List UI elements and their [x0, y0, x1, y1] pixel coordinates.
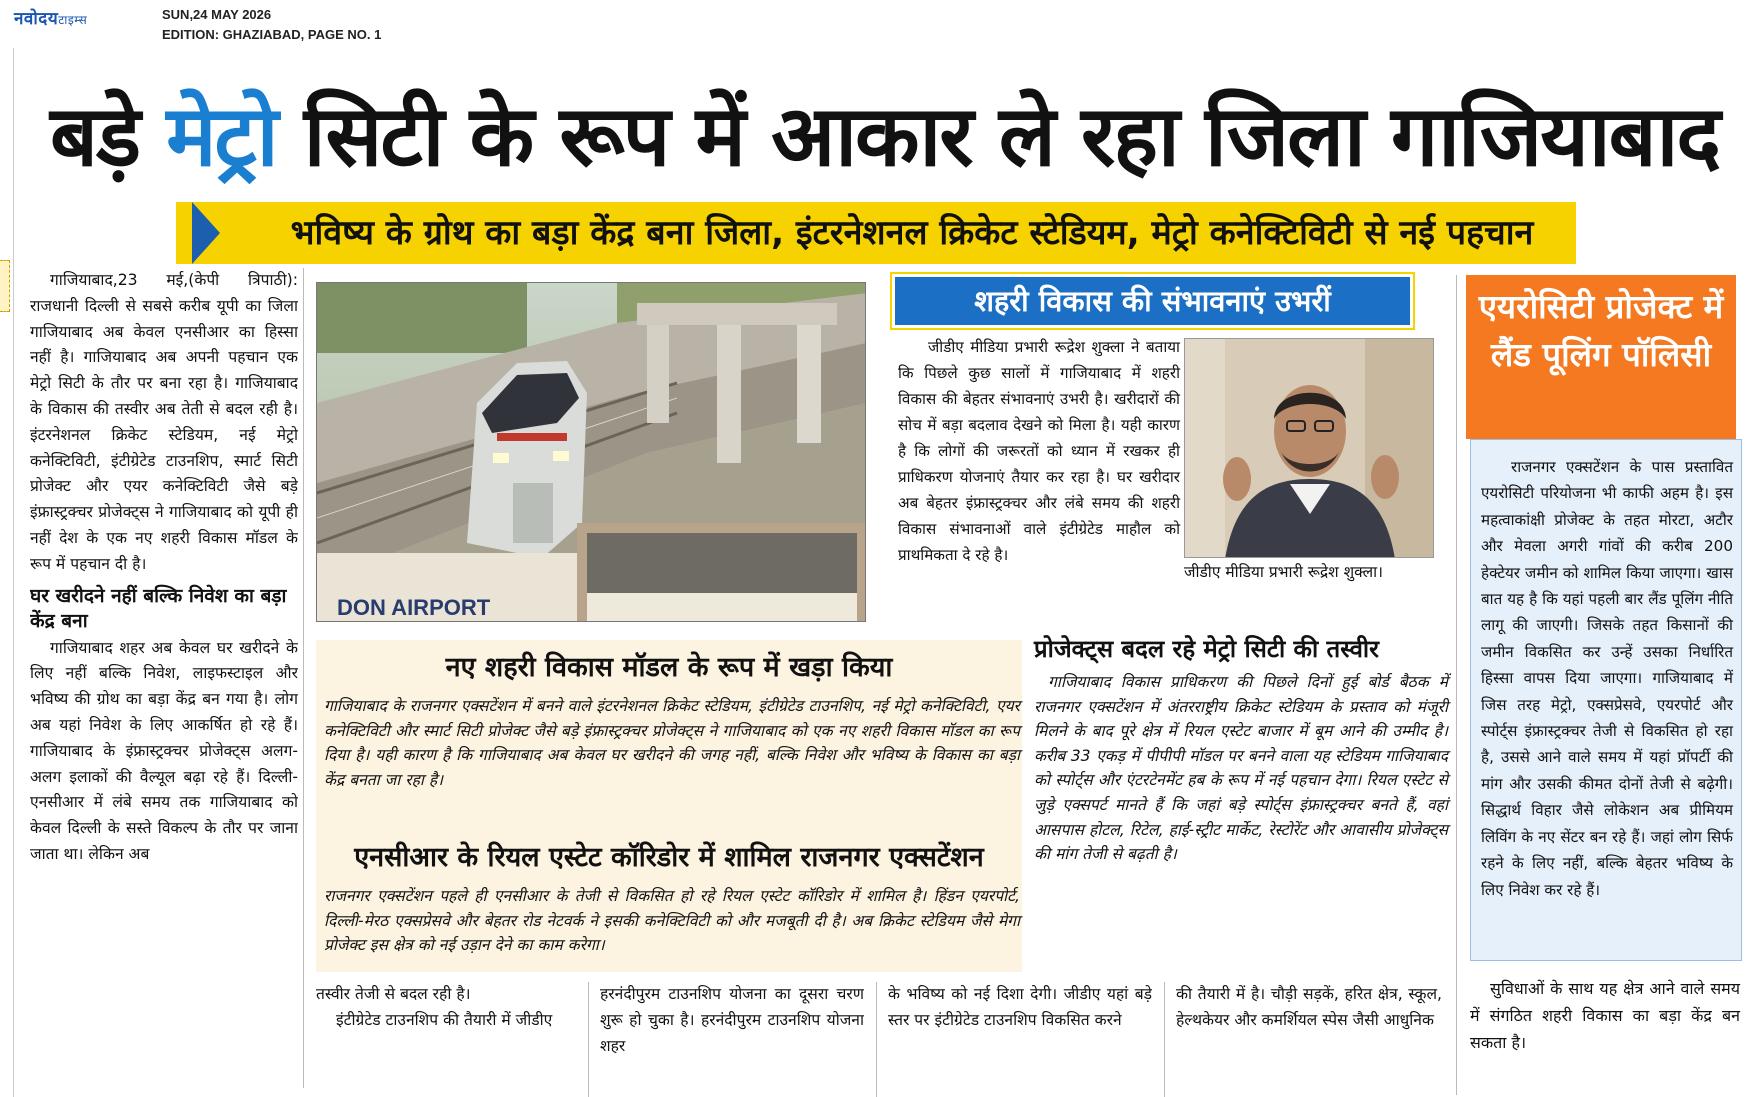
bottom-column-1-line: तस्वीर तेजी से बदल रही है।: [316, 985, 471, 1003]
portrait-illustration: [1185, 339, 1434, 558]
portrait-caption: जीडीए मीडिया प्रभारी रूद्रेश शुक्ला।: [1184, 563, 1383, 581]
bottom-column-4-text: की तैयारी में है। चौड़ी सड़कें, हरित क्षेत्र, स्कूल, हेल्थकेयर और कमर्शियल स्पेस जैसी आधुनिक: [1176, 985, 1442, 1029]
projects-heading: प्रोजेक्ट्स बदल रहे मेट्रो सिटी की तस्वीर: [1034, 635, 1379, 663]
logo-main-text: नवोदय: [14, 9, 59, 29]
issue-date: SUN,24 MAY 2026: [162, 7, 272, 22]
projects-text: [1034, 670, 1448, 867]
ncr-corridor-text: [324, 884, 1020, 958]
headline-part-2: सिटी के रूप में आकार ले रहा जिला गाजियाबाद: [276, 87, 1719, 185]
logo-sub-text: टाइम्स: [58, 13, 88, 27]
urban-model-text: [324, 694, 1020, 792]
bottom-column-2: [600, 982, 864, 1097]
masthead-strip: [0, 0, 1759, 48]
column-rule: [588, 982, 589, 1097]
urban-title-bar: [892, 274, 1413, 328]
column-rule: [1456, 275, 1457, 1095]
aerocity-tail-text: सुविधाओं के साथ यह क्षेत्र आने वाले समय में संगठित शहरी विकास का बड़ा केंद्र बन सकता है।: [1470, 979, 1740, 1052]
projects-column: [1034, 632, 1448, 982]
gutter-tab[interactable]: [0, 260, 10, 312]
bottom-column-2-text: हरनंदीपुरम टाउनशिप योजना का दूसरा चरण शुरू हो चुका है। हरनंदीपुरम टाउनशिप योजना शहर: [600, 985, 864, 1055]
urban-development-box: [886, 274, 1438, 616]
left-article-paragraph-2: गाजियाबाद शहर अब केवल घर खरीदने के लिए नहीं बल्कि निवेश, लाइफस्टाइल और भविष्य की ग्रोथ का बड़ा केंद्र बन गया है। लोग अब यहां निवेश के लिए आकर्षित हो रहे हैं। गाजियाबाद के इंफ्रास्ट्रक्चर प्रोजेक्ट्स अलग-अलग इलाकों की वैल्यूल बढ़ा रहे हैं। दिल्ली-एनसीआर में लंबे समय तक गाजियाबाद को केवल दिल्ली के सस्ते विकल्प के तौर पर जाना जाता था। लेकिन अब: [30, 638, 298, 863]
masthead-logo: [14, 6, 87, 29]
bottom-column-4: [1176, 982, 1442, 1097]
ncr-corridor-heading: एनसीआर के रियल एस्टेट कॉरिडोर में शामिल राजनगर एक्सटेंशन: [354, 842, 984, 873]
aerocity-title: एयरोसिटी प्रोजेक्ट में लैंड पूलिंग पॉलिसी: [1478, 287, 1724, 374]
projects-paragraph: गाजियाबाद विकास प्राधिकरण की पिछले दिनों हुई बोर्ड बैठक में राजनगर एक्सटेंशन में अंतरराष्ट्रीय क्रिकेट स्टेडियम के प्रस्ताव को मंजूरी मिलने के बाद पूरे क्षेत्र में रियल एस्टेट बाजार में बूम आने की उम्मीद है। करीब 33 एकड़ में पीपीपी मॉडल पर बनने वाला यह स्टेडियम गाजियाबाद को स्पोर्ट्स और एंटरटेनमेंट हब के रूप में नई पहचान देगा। रियल एस्टेट से जुड़े एक्सपर्ट मानते हैं कि जहां बड़े स्पोर्ट्स इंफ्रास्ट्रक्चर बनते हैं, वहां आसपास होटल, रिटेल, हाई-स्ट्रीट मार्केट, रेस्टोरेंट और आवासीय प्रोजेक्ट्स की मांग तेजी से बढ़ती है।: [1034, 673, 1448, 864]
aerocity-column: [1466, 275, 1746, 1052]
column-rule: [876, 982, 877, 1097]
aerocity-body-text: राजनगर एक्सटेंशन के पास प्रस्तावित एयरोसिटी परियोजना भी काफी अहम है। इस महत्वाकांक्षी प्रोजेक्ट के तहत मोरटा, अटौर और मेवला अगरी गांवों की करीब 200 हेक्टेयर जमीन को शामिल किया जाएगा। खास बात यह है कि यहां पहली बार लैंड पूलिंग नीति लागू की जाएगी। जिसके तहत किसानों की जमीन विकसित कर उन्हें उसका निर्धारित हिस्सा वापस दिया जाएगा। गाजियाबाद में जिस तरह मेट्रो, एक्सप्रेसवे, एयरपोर्ट और स्पोर्ट्स इंफ्रास्ट्रक्चर तेजी से विकसित हो रहा है, उससे आने वाले समय में यहां प्रॉपर्टी की मांग और उसकी कीमत दोनों तेजी से बढ़ेगी। सिद्धार्थ विहार जैसे लोकेशन अब प्रीमियम लिविंग के नए सेंटर बन रहे हैं। जहां लोग सिर्फ रहने के लिए नहीं, बल्कि बेहतर भविष्य के लिए निवेश कर रहे हैं।: [1481, 458, 1733, 899]
issue-edition: EDITION: GHAZIABAD, PAGE NO. 1: [162, 27, 382, 42]
headline-accent-word: मेट्रो: [166, 87, 277, 185]
metro-train-illustration: [317, 283, 866, 622]
aerocity-tail: [1470, 975, 1740, 1056]
aerocity-body-box: [1470, 439, 1742, 961]
bottom-column-1: [316, 982, 578, 1097]
left-article-column: [30, 268, 298, 1088]
subheadline-arrow: [192, 202, 220, 264]
left-article-paragraph-1: गाजियाबाद,23 मई,(केपी त्रिपाठी): राजधानी दिल्ली से सबसे करीब यूपी का जिला गाजियाबाद अब केवल एनसीआर का हिस्सा नहीं है। गाजियाबाद अब अपनी पहचान एक मेट्रो सिटी के तौर पर बना रहा है। गाजियाबाद के विकास की तस्वीर अब तेती से बदल रही है। इंटरनेशनल क्रिकेट स्टेडियम, नई मेट्रो कनेक्टिविटी, इंटीग्रेटेड टाउनशिप, स्मार्ट सिटी प्रोजेक्ट और एयर कनेक्टिविटी जैसे बड़े इंफ्रास्ट्रक्चर प्रोजेक्ट्स ने गाजियाबाद को यूपी ही नहीं देश के एक नए शहरी विकास मॉडल के रूप में पहचान दी है।: [30, 271, 298, 573]
aerocity-title-box: [1466, 275, 1736, 439]
main-headline: [22, 80, 1747, 192]
left-gutter: [0, 48, 14, 1097]
airport-sign-text: DON AIRPORT: [337, 595, 491, 620]
urban-box-text: [898, 334, 1180, 568]
urban-model-panel: [316, 640, 1022, 972]
left-article-subhead: घर खरीदने नहीं बल्कि निवेश का बड़ा केंद्र बना: [30, 584, 287, 632]
subheadline: भविष्य के ग्रोथ का बड़ा केंद्र बना जिला, इंटरनेशनल क्रिकेट स्टेडियम, मेट्रो कनेक्टिविटी से नई पहचान: [290, 213, 1534, 253]
official-portrait-photo: [1184, 338, 1434, 558]
bottom-column-3-text: के भविष्य को नई दिशा देगी। जीडीए यहां बड़े स्तर पर इंटीग्रेटेड टाउनशिप विकसित करने: [888, 985, 1152, 1029]
column-rule: [1164, 982, 1165, 1097]
urban-box-paragraph: जीडीए मीडिया प्रभारी रूद्रेश शुक्ला ने बताया कि पिछले कुछ सालों में गाजियाबाद में शहरी विकास की बेहतर संभावनाएं उभरी है। खरीदारों की सोच में बड़ा बदलाव देखने को मिला है। यही कारण है कि लोगों की जरूरतों को ध्यान में रखकर ही प्राधिकरण योजनाएं तैयार कर रहा है। घर खरीदार अब बेहतर इंफ्रास्ट्रक्चर और लंबे समय की शहरी विकास संभावनाओं वाले इंटीग्रेटेड माहौल को प्राथमिकता दे रहे है।: [898, 338, 1180, 564]
urban-box-title: शहरी विकास की संभावनाएं उभरीं: [974, 284, 1331, 318]
ncr-corridor-paragraph: राजनगर एक्सटेंशन पहले ही एनसीआर के तेजी से विकसित हो रहे रियल एस्टेट कॉरिडोर में शामिल है। हिंडन एयरपोर्ट, दिल्ली-मेरठ एक्सप्रेसवे और बेहतर रोड नेटवर्क ने इसकी कनेक्टिविटी को और मजबूती दी है। अब क्रिकेट स्टेडियम जैसे मेगा प्रोजेक्ट इस क्षेत्र को नई उड़ान देने का काम करेगा।: [324, 887, 1021, 954]
bottom-column-1-paragraph: इंटीग्रेटेड टाउनशिप की तैयारी में जीडीए: [336, 1010, 553, 1029]
urban-model-paragraph: गाजियाबाद के राजनगर एक्सटेंशन में बनने वाले इंटरनेशनल क्रिकेट स्टेडियम, इंटीग्रेटेड टाउनशिप, नई मेट्रो कनेक्टिविटी, एयर कनेक्टिविटी और स्मार्ट सिटी प्रोजेक्ट जैसे बड़े इंफ्रास्ट्रक्चर प्रोजेक्ट्स ने गाजियाबाद को एक नए शहरी विकास मॉडल का रूप दिया है। यही कारण है कि गाजियाबाद अब केवल घर खरीदने की जगह नहीं, बल्कि निवेश और भविष्य के विकास का बड़ा केंद्र बनता जा रहा है।: [324, 697, 1020, 789]
headline-part-1: बड़े: [50, 87, 167, 185]
urban-model-heading: नए शहरी विकास मॉडल के रूप में खड़ा किया: [445, 652, 893, 683]
column-rule: [303, 268, 304, 1088]
metro-train-photo: [316, 282, 866, 622]
bottom-column-3: [888, 982, 1152, 1097]
